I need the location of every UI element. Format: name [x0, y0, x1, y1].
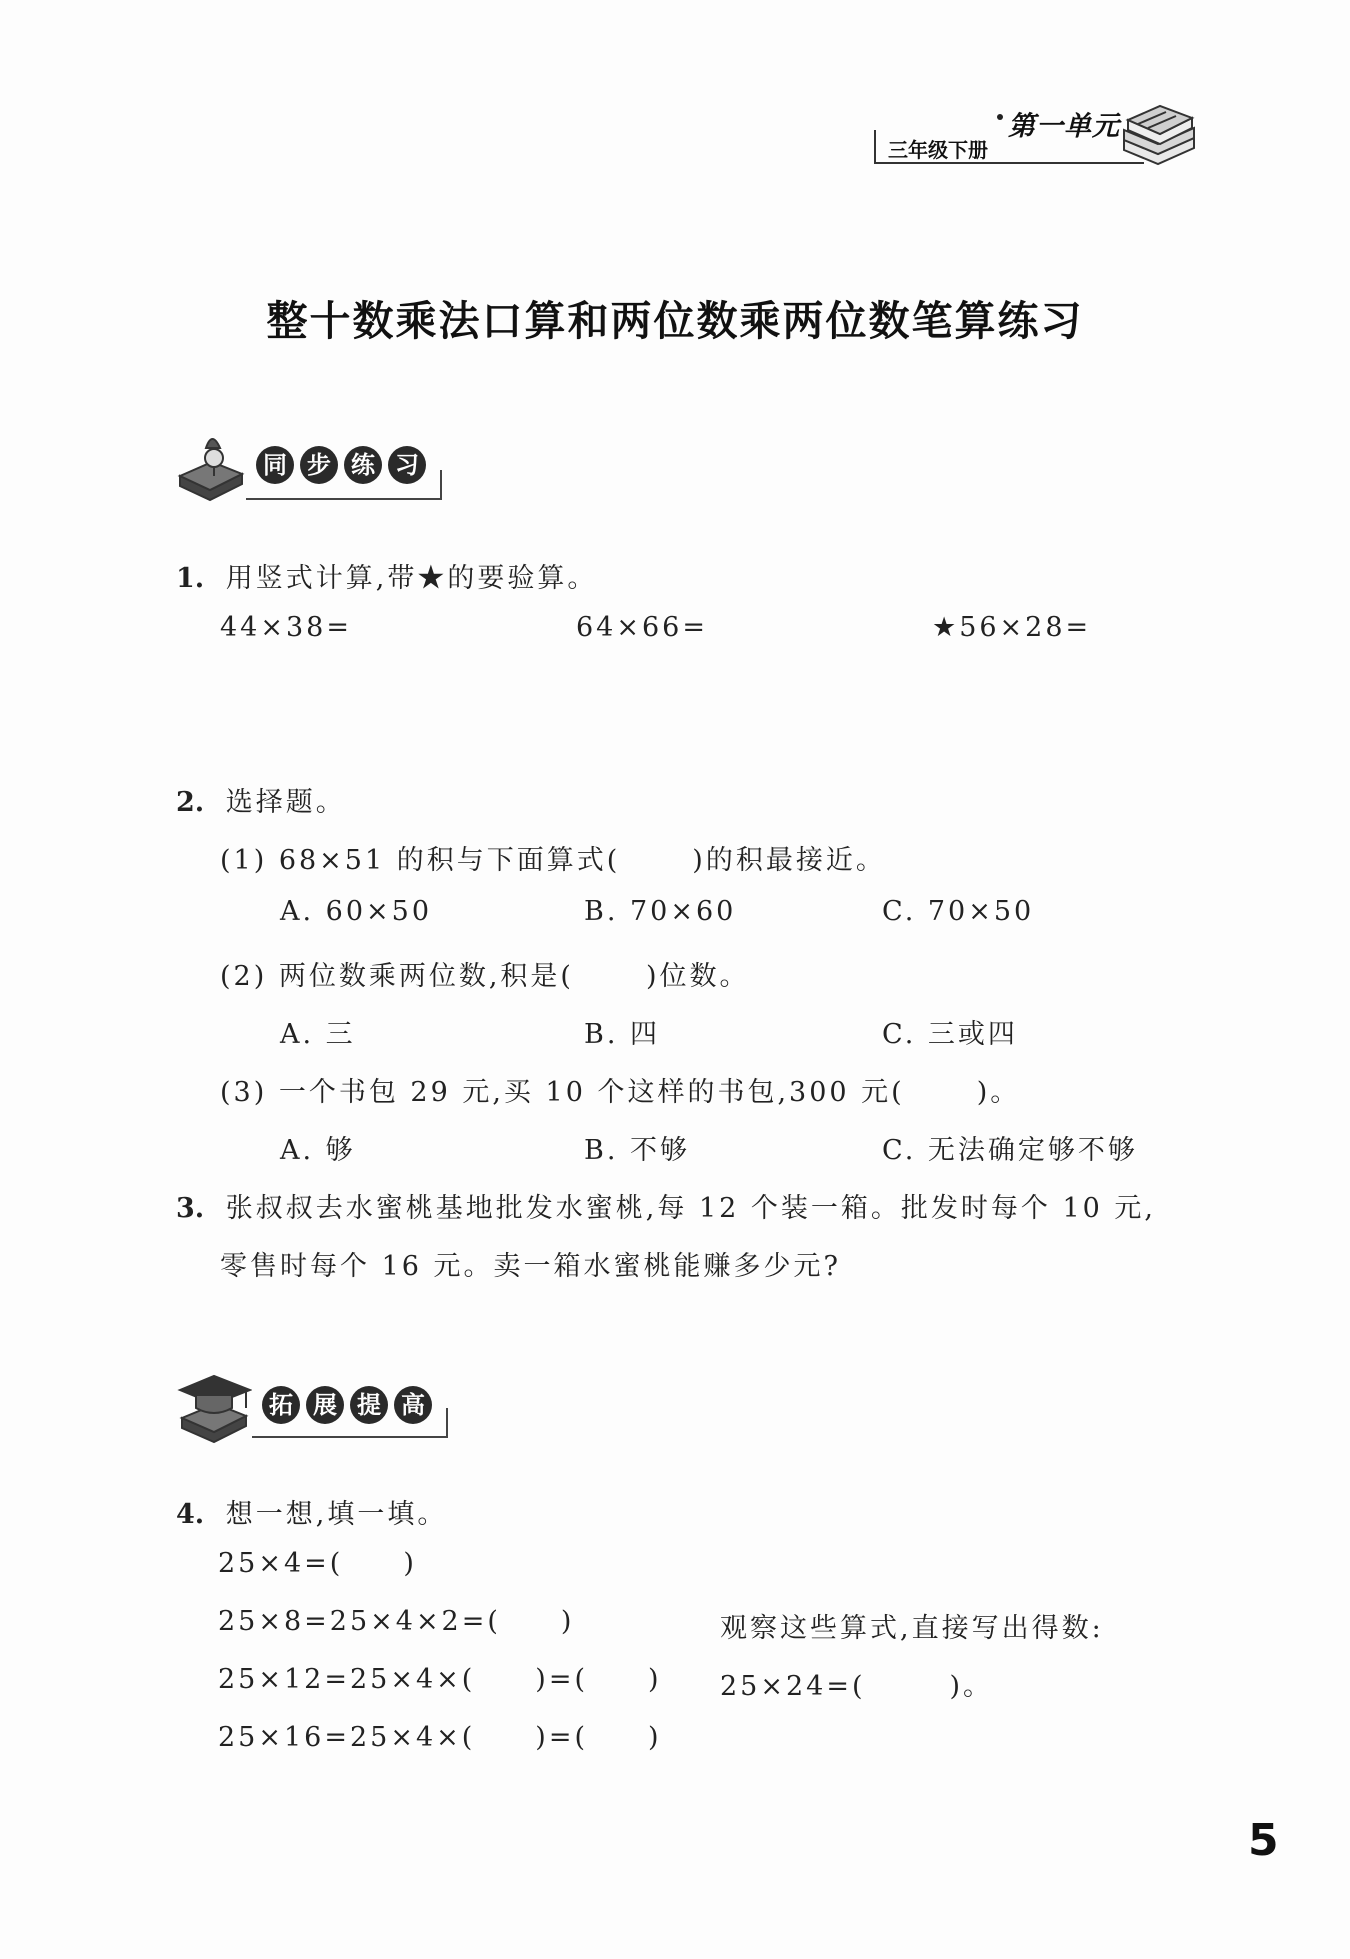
- option-a[interactable]: A. 够: [280, 1135, 356, 1166]
- section-badge-4: 高: [394, 1386, 432, 1424]
- header-dot: [997, 114, 1003, 120]
- observe-instruction: 观察这些算式,直接写出得数:: [720, 1613, 1104, 1644]
- header-divider: [874, 162, 1144, 164]
- page-number: 5: [1248, 1815, 1279, 1866]
- page-title: 整十数乘法口算和两位数乘两位数笔算练习: [266, 297, 1084, 345]
- section-badge-1: 同: [256, 446, 294, 484]
- equation-mid: )=(: [535, 1664, 588, 1695]
- equation-text: 25×12=25×4×(: [218, 1664, 476, 1695]
- question-text: 想一想,填一填。: [225, 1499, 448, 1530]
- question-text: 选择题。: [225, 787, 346, 818]
- section-underline: [252, 1436, 448, 1438]
- question-number: 2.: [176, 787, 205, 818]
- equation-close: ): [403, 1548, 417, 1579]
- question-1: [176, 556, 597, 595]
- books-stack-icon: [1118, 98, 1198, 170]
- lamp-books-icon: [176, 428, 246, 506]
- option-a[interactable]: A. 60×50: [280, 896, 432, 927]
- section-badge-3: 提: [350, 1386, 388, 1424]
- section-badge-2: 展: [306, 1386, 344, 1424]
- question-text: 用竖式计算,带★的要验算。: [225, 563, 598, 594]
- section-underline-end: [446, 1408, 448, 1438]
- calc-item-1: 44×38=: [220, 612, 352, 643]
- equation-close: ): [647, 1664, 662, 1695]
- calc-item-2: 64×66=: [576, 612, 708, 643]
- section-underline: [246, 498, 442, 500]
- option-a[interactable]: A. 三: [280, 1019, 356, 1050]
- option-b[interactable]: B. 70×60: [584, 896, 737, 927]
- result-equation: [720, 1664, 993, 1703]
- question-number: 1.: [176, 563, 205, 594]
- section-badge-4: 习: [388, 446, 426, 484]
- option-c[interactable]: C. 无法确定够不够: [882, 1135, 1138, 1166]
- equation-close: )。: [949, 1671, 994, 1702]
- calc-item-3: ★56×28=: [932, 612, 1092, 643]
- equation-1: [218, 1548, 417, 1579]
- equation-mid: )=(: [535, 1722, 588, 1753]
- section-badge-1: 拓: [262, 1386, 300, 1424]
- question-text-line-1: 张叔叔去水蜜桃基地批发水蜜桃,每 12 个装一箱。批发时每个 10 元,: [225, 1193, 1156, 1224]
- sub-question-text-end: )的积最接近。: [692, 845, 886, 876]
- equation-close: ): [647, 1722, 662, 1753]
- equation-2: [218, 1606, 574, 1637]
- graduation-cap-books-icon: [176, 1368, 252, 1446]
- equation-text: 25×4=(: [218, 1548, 344, 1579]
- grade-label: 三年级下册: [888, 138, 988, 162]
- sub-question-text: (1) 68×51 的积与下面算式(: [220, 845, 621, 876]
- sub-question-1: [220, 838, 886, 877]
- section-badge-3: 练: [344, 446, 382, 484]
- question-number: 3.: [176, 1193, 205, 1224]
- header-divider-vertical: [874, 130, 876, 164]
- section-badge-2: 步: [300, 446, 338, 484]
- equation-text: 25×8=25×4×2=(: [218, 1606, 501, 1637]
- question-text-line-2: 零售时每个 16 元。卖一箱水蜜桃能赚多少元?: [220, 1251, 841, 1282]
- equation-3: [218, 1664, 662, 1695]
- question-3: [176, 1186, 1156, 1225]
- equation-close: ): [560, 1606, 575, 1637]
- question-4: [176, 1492, 447, 1531]
- equation-text: 25×16=25×4×(: [218, 1722, 476, 1753]
- sub-question-text: (3) 一个书包 29 元,买 10 个这样的书包,300 元(: [220, 1077, 905, 1108]
- sub-question-text-end: )位数。: [645, 961, 750, 992]
- option-c[interactable]: C. 70×50: [882, 896, 1035, 927]
- sub-question-text-end: )。: [976, 1077, 1021, 1108]
- question-2: [176, 780, 346, 819]
- option-c[interactable]: C. 三或四: [882, 1019, 1018, 1050]
- equation-4: [218, 1722, 662, 1753]
- equation-text: 25×24=(: [720, 1671, 866, 1702]
- sub-question-3: [220, 1070, 1020, 1109]
- option-b[interactable]: B. 不够: [584, 1135, 691, 1166]
- sub-question-text: (2) 两位数乘两位数,积是(: [220, 961, 574, 992]
- section-underline-end: [440, 470, 442, 500]
- unit-title: 第一单元: [1008, 111, 1120, 142]
- option-b[interactable]: B. 四: [584, 1019, 661, 1050]
- question-number: 4.: [176, 1499, 205, 1530]
- sub-question-2: [220, 954, 750, 993]
